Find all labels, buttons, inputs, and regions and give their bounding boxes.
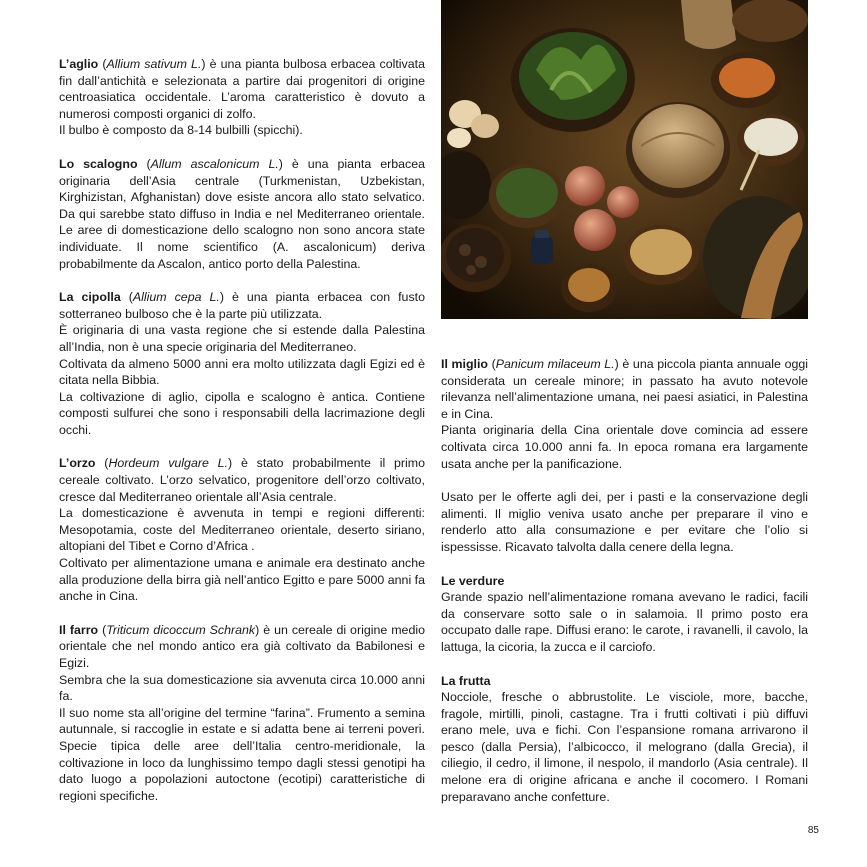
latin-aglio: Allium sativum L. bbox=[106, 57, 202, 71]
text-miglio-2: Pianta originaria della Cina orientale dove comincia ad essere coltivata circa 10.000 anni fa. In epoca romana era largamente usata anche per la panificazione. bbox=[441, 423, 808, 471]
text-scalogno-1: è una pianta erbacea originaria dell’Asia centrale (Turkmenistan, Uzbekistan, Kirghizistan, Afghanistan) dove esiste ancora allo stato selvatico. Da qui sarebbe stato diffuso in India e nel Mediterraneo orientale. Le aree di domesticazione dello scalogno non sono ancora state individuate. Il nome scientifico (A. ascalonicum) deriva probabilmente da Ascalon, antico porto della Palestina. bbox=[59, 156, 425, 271]
text-cipolla-3: Coltivata da almeno 5000 anni era molto utilizzata dagli Egizi ed è citata nella Bibbia. bbox=[59, 356, 425, 388]
text-aglio-1: è una pianta bulbosa erbacea coltivata fin dall’antichità e selezionata a partire dai progenitori di origine centroasiatica occidentale. L’aroma caratteristico è dovuto a numerosi composti organici di zolfo. bbox=[59, 57, 425, 121]
term-farro: Il farro bbox=[59, 622, 99, 637]
entry-verdure bbox=[441, 573, 808, 656]
entry-farro: Il farro (Triticum dicoccum Schrank) è un cereale di origine medio orientale che nel mondo antico era già coltivato da Babilonesi e Egizi. Sembra che la sua domesticazione sia avvenuta circa 10.000 anni fa. Il suo nome sta all’origine del termine “farina”. Frumento a semina autunnale, si raccoglie in estate e si adatta bene ai terreni poveri. Specie tipica delle aree dell’Italia centro-meridionale, la coltivazione in loco da lunghissimo tempo dagli stessi genotipi ha dato luogo a popolazioni autoctone (ecotipi) caratteristiche di regioni specifiche. bbox=[59, 622, 425, 803]
page-number: 85 bbox=[807, 825, 819, 836]
text-frutta-1: Nocciole, fresche o abbrustolite. Le visciole, more, bacche, fragole, mirtilli, pinoli, castagne. Tra i frutti coltivati i più diffuvi erano mele, uva e fichi. Con l’espansione romana arrivarono il pesco (dalla Persia), l’albicocco, il melograno (dalla Grecia), il ciliegio, il cedro, il limone, il nespolo, il mandorlo (Asia centrale). Il melone era di origine africana e anche il cocomero. I Romani preparavano anche confetture. bbox=[441, 690, 808, 804]
term-miglio: Il miglio bbox=[441, 357, 489, 371]
entry-cipolla: La cipolla (Allium cepa L.) è una pianta erbacea con fusto sotterraneo bulboso che è la parte più utilizzata. È originaria di una vasta regione che si estende dalla Palestina all’India, non è una specie originaria del Mediterraneo. Coltivata da almeno 5000 anni era molto utilizzata dagli Egizi ed è citata nella Bibbia. La coltivazione di aglio, cipolla e scalogno è antica. Contiene composti sulfurei che sono i responsabili della lacrimazione degli occhi. bbox=[59, 290, 425, 437]
term-cipolla: La cipolla bbox=[59, 290, 121, 305]
text-farro-2: Sembra che la sua domesticazione sia avvenuta circa 10.000 anni fa. bbox=[59, 672, 425, 704]
term-scalogno: Lo scalogno bbox=[59, 156, 138, 171]
entry-scalogno: Lo scalogno (Allum ascalonicum L.) è una pianta erbacea originaria dell’Asia centrale (Turkmenistan, Uzbekistan, Kirghizistan, Afghanistan) dove esiste ancora allo stato selvatico. Da qui sarebbe stato diffuso in India e nel Mediterraneo orientale. Le aree di domesticazione dello scalogno non sono ancora state individuate. Il nome scientifico (A. ascalonicum) deriva probabilmente da Ascalon, antico porto della Palestina. bbox=[59, 156, 425, 271]
text-farro-1: è un cereale di origine medio orientale che nel mondo antico era già coltivato da Babilonesi e Egizi. bbox=[59, 622, 425, 670]
heading-frutta: La frutta bbox=[441, 673, 491, 688]
heading-verdure: Le verdure bbox=[441, 573, 505, 588]
text-usi-1: Usato per le offerte agli dei, per i pasti e la conservazione degli alimenti. Il miglio veniva usato anche per preparare il vino e renderlo atto alla consumazione e per evitare che l’olio si ispessisse. Ricavato talvolta dalla cenere della legna. bbox=[441, 490, 808, 554]
food-still-life-photo bbox=[441, 0, 808, 319]
term-orzo: L’orzo bbox=[59, 456, 96, 471]
text-miglio-1: è una piccola pianta annuale oggi considerata un cereale minore; in passato ha avuto notevole rilevanza nell’alimentazione umana, nei paesi asiatici, in Palestina e in Cina. bbox=[441, 357, 809, 421]
text-orzo-2: La domesticazione è avvenuta in tempi e regioni differenti: Mesopotamia, coste del Mediterraneo orientale, deserto siriano, altopiani del Tibet e Corno d’Africa . bbox=[59, 506, 425, 554]
term-aglio: L’aglio bbox=[59, 57, 99, 71]
entry-miglio: Il miglio (Panicum milaceum L.) è una piccola pianta annuale oggi considerata un cereale minore; in passato ha avuto notevole rilevanza nell’alimentazione umana, nei paesi asiatici, in Palestina e in Cina. Pianta originaria della Cina orientale dove comincia ad essere coltivata circa 10.000 anni fa. In epoca romana era largamente usata anche per la panificazione. bbox=[441, 357, 809, 471]
text-cipolla-1: è una pianta erbacea con fusto sotterraneo bulboso che è la parte più utilizzata. bbox=[59, 290, 425, 321]
entry-frutta bbox=[441, 673, 808, 806]
latin-farro: Triticum dicoccum Schrank bbox=[106, 622, 256, 637]
text-cipolla-2: È originaria di una vasta regione che si estende dalla Palestina all’India, non è una specie originaria del Mediterraneo. bbox=[59, 323, 425, 354]
left-column bbox=[59, 56, 425, 821]
latin-cipolla: Allium cepa L. bbox=[132, 290, 220, 305]
text-cipolla-4: La coltivazione di aglio, cipolla e scalogno è antica. Contiene composti sulfurei che sono i responsabili della lacrimazione degli occhi. bbox=[59, 389, 425, 437]
entry-orzo: L’orzo (Hordeum vulgare L.) è stato probabilmente il primo cereale coltivato. L’orzo selvatico, progenitore dell’orzo coltivato, cresce dal Mediterraneo orientale all’Asia centrale. La domesticazione è avvenuta in tempi e regioni differenti: Mesopotamia, coste del Mediterraneo orientale, deserto siriano, altopiani del Tibet e Corno d’Africa . Coltivato per alimentazione umana e animale era destinato anche alla produzione della birra già nell’antico Egitto e pare 5000 anni fa anche in Cina. bbox=[59, 456, 426, 604]
ancient-roman-food-still-life-icon bbox=[441, 0, 808, 319]
latin-miglio: Panicum milaceum L. bbox=[495, 357, 615, 371]
text-orzo-1: è stato probabilmente il primo cereale coltivato. L’orzo selvatico, progenitore dell’orzo coltivato, cresce dal Mediterraneo orientale all’Asia centrale. bbox=[59, 456, 426, 504]
right-column bbox=[441, 356, 808, 822]
entry-usi bbox=[441, 489, 808, 555]
text-farro-3: Il suo nome sta all’origine del termine “farina”. Frumento a semina autunnale, si raccoglie in estate e si adatta bene ai terreni poveri. Specie tipica delle aree dell’Italia centro-meridionale, la coltivazione in loco da lunghissimo tempo dagli stessi genotipi ha dato luogo a popolazioni autoctone (ecotipi) caratteristiche di regioni specifiche. bbox=[59, 705, 425, 803]
entry-aglio: L’aglio (Allium sativum L.) è una pianta bulbosa erbacea coltivata fin dall’antichità e selezionata a partire dai progenitori di origine centroasiatica occidentale. L’aroma caratteristico è dovuto a numerosi composti organici di zolfo. Il bulbo è composto da 8-14 bulbilli (spicchi). bbox=[59, 57, 425, 138]
text-aglio-2: Il bulbo è composto da 8-14 bulbilli (spicchi). bbox=[59, 123, 303, 138]
latin-orzo: Hordeum vulgare L. bbox=[108, 456, 229, 471]
text-orzo-3: Coltivato per alimentazione umana e animale era destinato anche alla produzione della birra già nell’antico Egitto e pare 5000 anni fa anche in Cina. bbox=[59, 556, 425, 604]
latin-scalogno: Allum ascalonicum L. bbox=[150, 156, 279, 171]
text-verdure-1: Grande spazio nell’alimentazione romana avevano le radici, facili da conservare sotto sale o in salamoia. Il primo posto era occupato dalle rape. Diffusi erano: le carote, i ravanelli, il cavolo, la lattuga, la cicoria, la zucca e il carciofo. bbox=[441, 590, 808, 654]
